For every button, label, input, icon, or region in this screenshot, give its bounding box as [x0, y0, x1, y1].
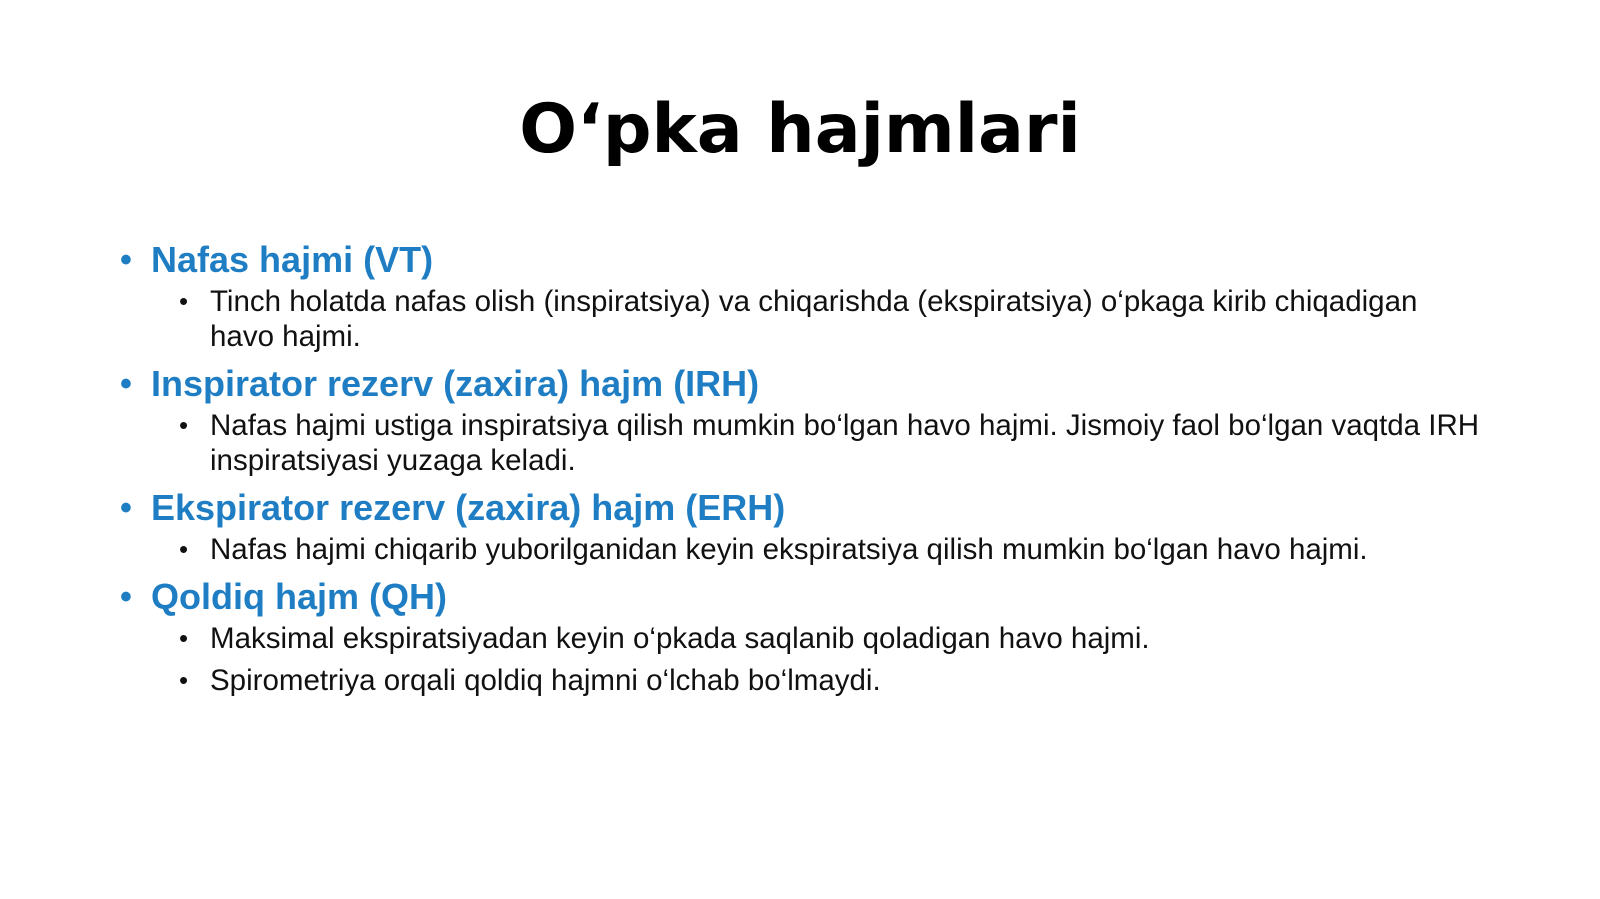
sub-bullet-list [179, 532, 1480, 567]
section-heading [120, 360, 1480, 408]
sub-bullet-text: Spirometriya orqali qoldiq hajmni o‘lchab bo‘lmaydi. [210, 664, 881, 697]
sub-bullet-text: Nafas hajmi ustiga inspiratsiya qilish mumkin bo‘lgan havo hajmi. Jismoiy faol bo‘lgan vaqtda IRH inspiratsiyasi yuzaga keladi. [210, 409, 1480, 477]
section-heading [120, 236, 1480, 284]
list-item [120, 360, 1480, 478]
list-item [120, 573, 1480, 698]
sub-bullet [179, 663, 1480, 698]
bullet-icon: • [120, 365, 132, 403]
bullet-icon: • [120, 578, 132, 616]
section-heading-text: Nafas hajmi (VT) [151, 239, 434, 280]
list-item [120, 484, 1480, 567]
section-heading-text: Inspirator rezerv (zaxira) hajm (IRH) [151, 363, 760, 404]
sub-bullet [179, 408, 1480, 478]
sub-bullet [179, 284, 1480, 354]
sub-bullet-text: Maksimal ekspiratsiyadan keyin o‘pkada saqlanib qoladigan havo hajmi. [210, 622, 1150, 655]
bullet-icon: • [179, 534, 189, 564]
slide-title: O‘pka hajmlari [519, 90, 1081, 169]
sub-bullet [179, 532, 1480, 567]
sub-bullet-text: Tinch holatda nafas olish (inspiratsiya) va chiqarishda (ekspiratsiya) o‘pkaga kirib chiqadigan havo hajmi. [210, 285, 1418, 353]
bullet-icon: • [179, 410, 189, 440]
sub-bullet-text: Nafas hajmi chiqarib yuborilganidan keyin ekspiratsiya qilish mumkin bo‘lgan havo hajmi. [210, 533, 1368, 566]
bullet-icon: • [179, 286, 189, 316]
bullet-icon: • [179, 665, 189, 695]
sub-bullet-list [179, 408, 1480, 478]
section-heading-text: Qoldiq hajm (QH) [151, 576, 447, 617]
section-heading-text: Ekspirator rezerv (zaxira) hajm (ERH) [151, 487, 786, 528]
bullet-icon: • [179, 623, 189, 653]
bullet-icon: • [120, 241, 132, 279]
section-heading [120, 573, 1480, 621]
section-heading [120, 484, 1480, 532]
bullet-list [120, 236, 1480, 698]
bullet-icon: • [120, 489, 132, 527]
list-item [120, 236, 1480, 354]
sub-bullet [179, 621, 1480, 656]
sub-bullet-list [179, 284, 1480, 354]
sub-bullet-list [179, 621, 1480, 698]
